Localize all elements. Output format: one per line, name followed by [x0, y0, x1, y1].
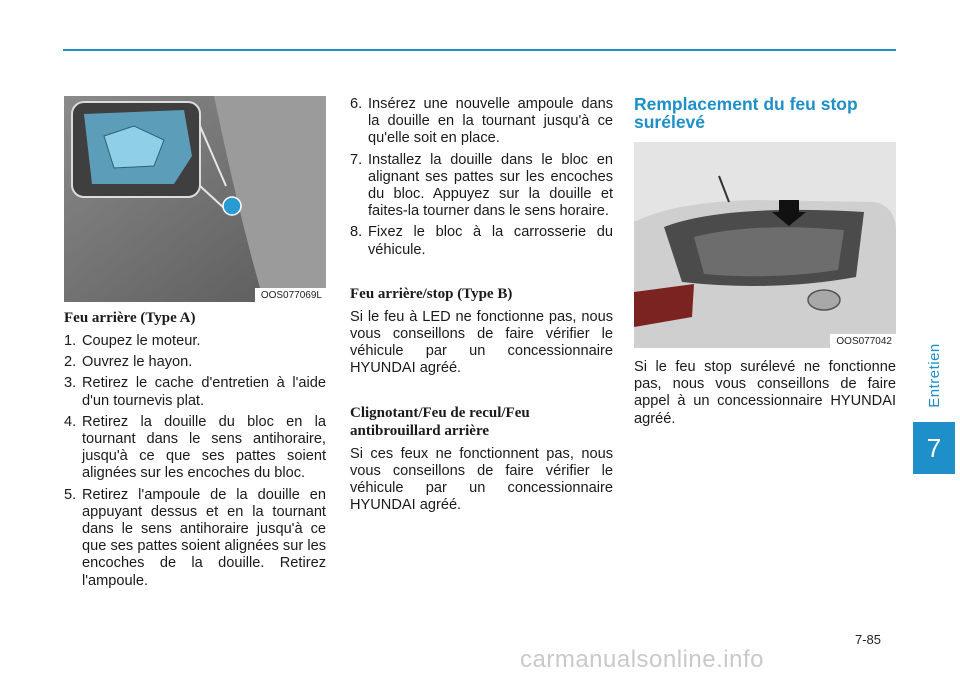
figure-code: OOS077042 — [830, 334, 896, 348]
steps-list — [64, 333, 326, 590]
tail-lamp-figure — [64, 96, 326, 302]
column-3 — [634, 95, 896, 131]
watermark: carmanualsonline.info — [520, 646, 764, 673]
list-item: 8. Fixez le bloc à la carrosserie du véhicule. — [350, 224, 613, 258]
section-heading: Feu arrière/stop (Type B) — [350, 285, 513, 302]
column-3-text — [634, 359, 896, 428]
page-number: 7-85 — [855, 632, 882, 647]
list-item: 4. Retirez la douille du bloc en la tournant dans le sens antihoraire, jusqu'à ce que ses pattes soient alignées sur les encoches du bloc. — [64, 413, 326, 482]
header-rule — [63, 49, 896, 51]
chapter-title: Entretien — [925, 342, 943, 408]
section-heading: Feu arrière (Type A) — [64, 310, 196, 326]
paragraph: Si le feu à LED ne fonctionne pas, nous vous conseillons de faire vérifier le véhicule par un concessionnaire HYUNDAI agréé. — [350, 308, 613, 377]
section-heading: Clignotant/Feu de recul/Feu antibrouillard arrière — [350, 404, 530, 439]
column-1 — [64, 309, 326, 594]
rear-car-illustration — [634, 142, 896, 348]
list-item: 6. Insérez une nouvelle ampoule dans la douille en la tournant jusqu'à ce qu'elle soit en place. — [350, 96, 613, 147]
chapter-tab — [916, 330, 952, 420]
column-2 — [350, 96, 613, 514]
list-item: 7. Installez la douille dans le bloc en alignant ses pattes sur les encoches du bloc. Appuyez sur la douille et faites-la tourner dans le sens horaire. — [350, 151, 613, 220]
paragraph: Si ces feux ne fonctionnent pas, nous vous conseillons de faire vérifier le véhicule par un concessionnaire HYUNDAI agréé. — [350, 445, 613, 514]
list-item: 5. Retirez l'ampoule de la douille en appuyant dessus et en la tournant dans le sens antihoraire jusqu'à ce que ses pattes soient alignées sur les encoches de la douille. Retirez l'ampoule. — [64, 486, 326, 589]
list-item: 2. Ouvrez le hayon. — [64, 354, 193, 371]
figure-code: OOS077069L — [255, 288, 326, 302]
section-heading: Remplacement du feu stop surélevé — [634, 94, 858, 132]
list-item: 1. Coupez le moteur. — [64, 333, 201, 349]
chapter-number-badge: 7 — [913, 422, 955, 474]
list-item: 3. Retirez le cache d'entretien à l'aide d'un tournevis plat. — [64, 375, 326, 409]
paragraph: Si le feu stop surélevé ne fonctionne pas, nous vous conseillons de faire appel à un concessionnaire HYUNDAI agréé. — [634, 359, 896, 427]
high-mount-stop-figure — [634, 142, 896, 348]
tail-lamp-illustration — [64, 96, 326, 302]
steps-list — [350, 96, 613, 259]
